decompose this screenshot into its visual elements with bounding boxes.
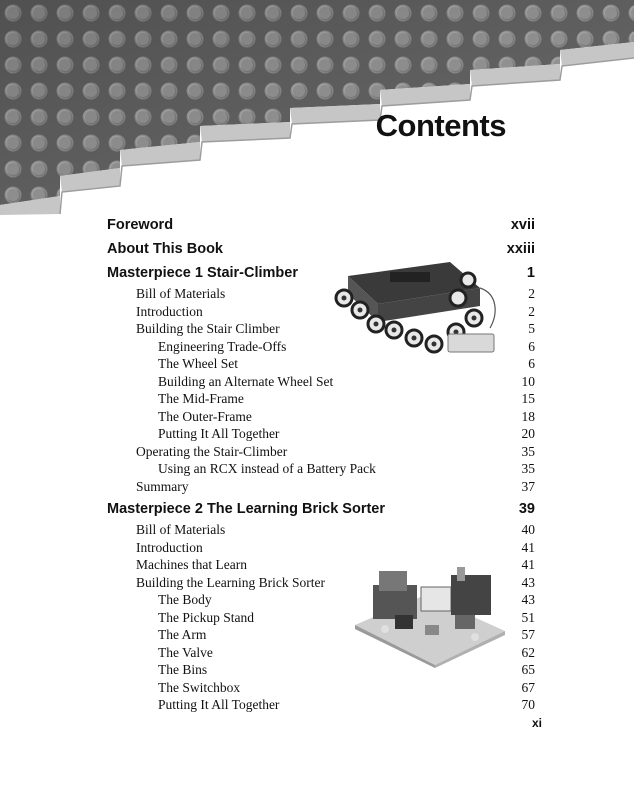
toc-entry[interactable]	[107, 679, 535, 697]
toc-page: 2	[528, 286, 535, 301]
toc-label: About This Book	[107, 241, 223, 257]
toc-label: Putting It All Together	[158, 426, 280, 441]
toc-label: Introduction	[136, 539, 203, 555]
toc-page: 1	[526, 265, 535, 281]
toc-entry[interactable]	[107, 285, 535, 303]
toc-entry[interactable]	[107, 626, 535, 644]
toc-page: 20	[521, 426, 535, 441]
toc-entry[interactable]	[107, 390, 535, 408]
toc-label: The Bins	[158, 662, 208, 677]
toc-label: The Wheel Set	[158, 356, 238, 371]
toc-label: Machines that Learn	[136, 557, 247, 572]
toc-entry[interactable]	[107, 609, 535, 627]
toc-page: 15	[521, 391, 535, 406]
toc-page: 41	[521, 557, 535, 572]
toc-label: Using an RCX instead of a Battery Pack	[158, 461, 376, 476]
toc-label: Masterpiece 1 Stair-Climber	[107, 265, 298, 281]
toc-page: 5	[528, 321, 535, 336]
toc-page: 6	[528, 356, 535, 371]
toc-page: 40	[521, 522, 535, 537]
toc-page: 18	[521, 408, 535, 424]
toc-page: xxiii	[506, 241, 535, 257]
toc-entry[interactable]	[107, 460, 535, 478]
toc-label: The Body	[158, 592, 212, 607]
toc-label: Building the Learning Brick Sorter	[136, 574, 325, 590]
toc-page: 10	[521, 373, 535, 389]
toc-entry[interactable]	[107, 556, 535, 574]
toc-page: 35	[521, 461, 535, 476]
toc-page: 2	[528, 303, 535, 319]
table-of-contents	[107, 213, 535, 714]
toc-entry[interactable]	[107, 443, 535, 461]
toc-label: The Switchbox	[158, 679, 241, 695]
toc-entry-foreword[interactable]	[107, 213, 535, 237]
toc-page: 51	[521, 609, 535, 625]
toc-entry[interactable]	[107, 373, 535, 391]
page-number: xi	[531, 716, 542, 730]
toc-label: Operating the Stair-Climber	[136, 443, 288, 459]
toc-page: 62	[521, 644, 535, 660]
toc-label: Building the Stair Climber	[136, 321, 280, 336]
toc-label: Bill of Materials	[136, 286, 226, 301]
toc-label: The Valve	[158, 644, 213, 660]
toc-page: 43	[521, 574, 535, 590]
toc-entry[interactable]	[107, 408, 535, 426]
toc-page: 6	[528, 338, 535, 354]
toc-label: The Mid-Frame	[158, 391, 244, 406]
toc-label: Foreword	[107, 217, 174, 233]
toc-entry[interactable]	[107, 521, 535, 539]
toc-entry[interactable]	[107, 574, 535, 592]
toc-page: 67	[521, 679, 535, 695]
toc-entry-masterpiece-1[interactable]	[107, 261, 535, 285]
toc-label: The Outer-Frame	[158, 408, 252, 424]
toc-label: The Arm	[158, 627, 207, 642]
toc-entry[interactable]	[107, 425, 535, 443]
toc-page: 39	[518, 501, 535, 517]
toc-page: 65	[521, 662, 535, 677]
toc-label: Summary	[136, 478, 189, 494]
toc-page: 57	[521, 627, 535, 642]
page-title: Contents	[375, 108, 506, 143]
toc-entry-masterpiece-2[interactable]	[107, 497, 535, 521]
toc-entry-about[interactable]	[107, 237, 535, 261]
toc-page: 43	[521, 592, 535, 607]
toc-label: Bill of Materials	[136, 522, 226, 537]
toc-label: Masterpiece 2 The Learning Brick Sorter	[107, 501, 386, 517]
toc-entry[interactable]	[107, 320, 535, 338]
toc-page: 37	[521, 478, 535, 494]
toc-entry[interactable]	[107, 478, 535, 496]
toc-entry[interactable]	[107, 644, 535, 662]
toc-entry[interactable]	[107, 661, 535, 679]
toc-page: 35	[521, 443, 535, 459]
toc-page: 70	[521, 697, 535, 712]
toc-entry[interactable]	[107, 539, 535, 557]
toc-label: Engineering Trade-Offs	[158, 338, 287, 354]
toc-label: Building an Alternate Wheel Set	[158, 373, 334, 389]
toc-page: 41	[521, 539, 535, 555]
toc-entry[interactable]	[107, 696, 535, 714]
toc-label: The Pickup Stand	[158, 609, 254, 625]
lego-brick-banner	[0, 0, 634, 215]
toc-entry[interactable]	[107, 338, 535, 356]
toc-label: Introduction	[136, 303, 203, 319]
toc-entry[interactable]	[107, 591, 535, 609]
toc-entry[interactable]	[107, 355, 535, 373]
toc-entry[interactable]	[107, 303, 535, 321]
toc-page: xvii	[510, 217, 535, 233]
toc-label: Putting It All Together	[158, 697, 280, 712]
